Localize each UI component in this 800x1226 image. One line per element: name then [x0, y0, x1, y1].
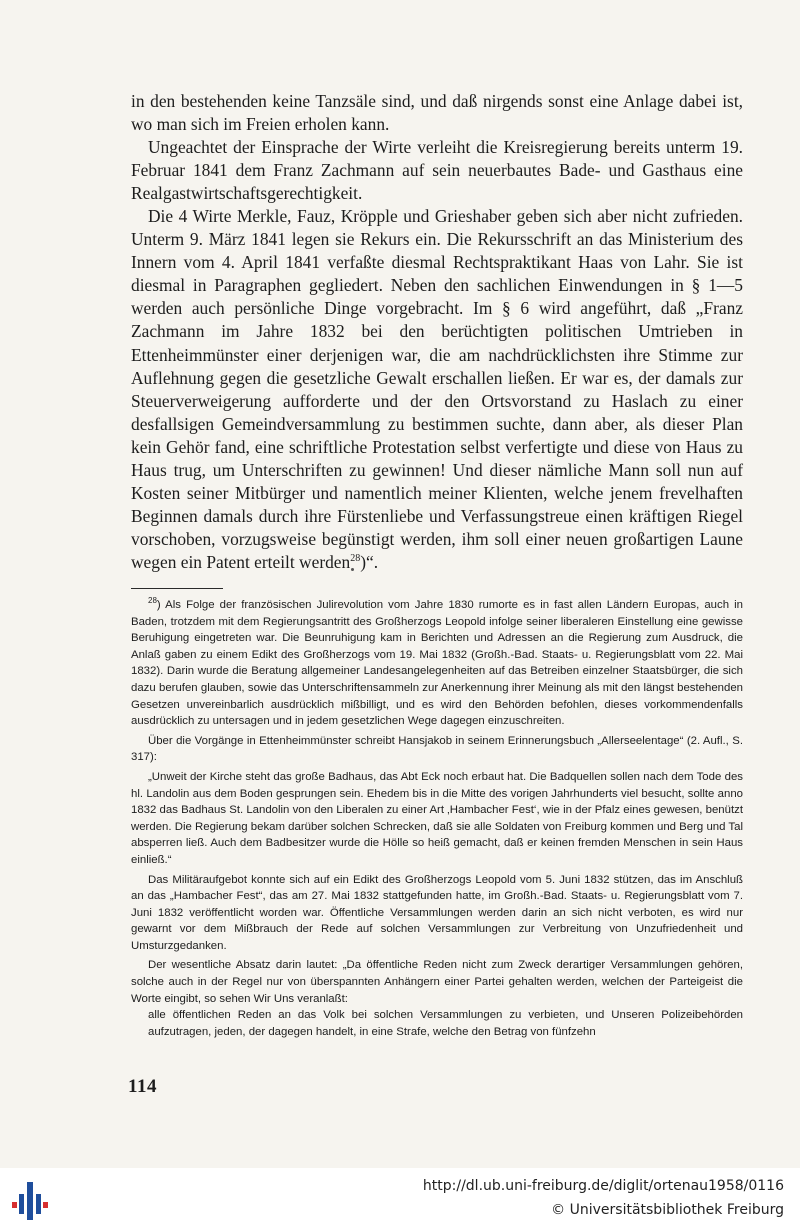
source-url-link[interactable]: http://dl.ub.uni-freiburg.de/diglit/ortenau1958/0116: [422, 1178, 784, 1194]
footnote-paragraph-6: alle öffentlichen Reden an das Volk bei solchen Versammlungen zu verbieten, und Unseren Polizeibehörden aufzutragen, jeden, der dagegen handelt, in eine Strafe, welche den Betrag von fünfzehn: [148, 1009, 743, 1038]
footnote-reference: 28: [350, 553, 361, 565]
footnote-28-text: ) Als Folge der französischen Julirevolution vom Jahre 1830 rumorte es in fast allen Ländern Europas, auch in Baden, trotzdem mit dem Regierungsantritt des Großherzogs Leopold infolge seiner liberaleren Einstellung eine gewisse Beruhigung eingetreten war. Die Beunruhigung kam in Berichten und Adressen an die Regierung zum Ausdruck, die Anlaß gaben zu einem Edikt des Großherzogs vom 19. Mai 1832 (Großh.-Bad. Staats- u. Regierungsblatt vom 22. Mai 1832). Darin wurde die Beratung allgemeiner Landesangelegenheiten auf das Betreiben einzelner Staatsbürger, die sich dazu berufen glauben, sowie das Unterschriftensammeln zur Anerkennung ihrer Meinung als mit den längst bestehenden Gesetzen unvereinbarlich ausdrücklich mißbilligt, und es wird den Behörden befohlen, dieses vorkommendenfalls ausdrücklich zu untersagen und in jedem gesetzlichen Wege dagegen einzuschreiten.: [131, 599, 743, 728]
ub-freiburg-logo-icon[interactable]: [10, 1180, 50, 1222]
paragraph-2: Ungeachtet der Einsprache der Wirte verleiht die Kreisregierung bereits unterm 19. Februar 1841 dem Franz Zachmann auf sein neuerbautes Bade- und Gasthaus eine Realgastwirtschaftsgerechtigkeit.: [131, 137, 743, 204]
page-number: 114: [128, 1076, 157, 1097]
paragraph-1: in den bestehenden keine Tanzsäle sind, und daß nirgends sonst eine Anlage dabei ist, wo man sich im Freien erholen kann.: [131, 91, 743, 135]
paragraph-3-closing: )“.: [360, 551, 379, 572]
footnote-28: [131, 597, 743, 730]
footnote-paragraph-4: Das Militäraufgebot konnte sich auf ein Edikt des Großherzogs Leopold vom 5. Juni 1832 stützen, das im Anschluß an das „Hambacher Fest“, das am 27. Mai 1832 stattgefunden hatte, im Großh.-Bad. Staats- u. Regierungsblatt vom 7. Juni 1832 veröffentlicht worden war. Öffentliche Versammlungen werden darin an sich nicht verboten, es wird nur gewarnt vor dem Mißbrauch der Rede auf solchen Versammlungen zur Verbreitung von Unzufriedenheit und Umsturzgedanken.: [131, 873, 743, 952]
main-text: [131, 90, 743, 574]
footnote-paragraph-5: Der wesentliche Absatz darin lautet: „Da öffentliche Reden nicht zum Zweck derartiger Versammlungen gehören, solche auch in der Regel nur von überspannten Anhängern einer Partei gehalten werden, welchen der Parteigeist die Worte eingibt, so sehen Wir Uns veranlaßt:: [131, 959, 743, 1005]
footnote-paragraph-2: Über die Vorgänge in Ettenheimmünster schreibt Hansjakob in seinem Erinnerungsbuch „Allerseelentage“ (2. Aufl., S. 317):: [131, 734, 743, 764]
footnote-divider: [131, 588, 223, 589]
print-speck: [351, 568, 354, 571]
footer-bar: [0, 1168, 800, 1226]
footnote-marker: 28: [148, 596, 157, 606]
copyright-notice: © Universitätsbibliothek Freiburg: [551, 1202, 784, 1218]
paragraph-3-text: Die 4 Wirte Merkle, Fauz, Kröpple und Grieshaber geben sich aber nicht zufrieden. Unterm 9. März 1841 legen sie Rekurs ein. Die Rekursschrift an das Ministerium des Innern vom 4. April 1841 verfaßte diesmal Rechtspraktikant Haas von Lahr. Sie ist diesmal in Paragraphen gegliedert. Neben den sachlichen Einwendungen in § 1—5 werden auch persönliche Dinge vorgebracht. Im § 6 wird angeführt, daß „Franz Zachmann im Jahre 1832 bei den berüchtigten politischen Umtrieben in Ettenheimmünster einer derjenigen war, die am nachdrücklichsten ihre Stimme zur Auflehnung gegen die gesetzliche Gewalt erschallen ließen. Er war es, der damals zur Steuerverweigerung aufforderte und der den Ortsvorstand zu Haslach zu einer desfallsigen Gemeindversammlung zu bestimmen suchte, dann aber, als dieser Plan kein Gehör fand, eine schriftliche Protestation selbst verfertigte und diese von Haus zu Haus trug, um Unterschriften zu gewinnen! Und dieser nämliche Mann soll nun auf Kosten seiner Mitbürger und namentlich meiner Klienten, welche jenem frevelhaften Beginnen damals durch ihre Fürstenliebe und Verfassungstreue einen kräftigen Riegel vorschoben, vorzugsweise begünstigt werden, ihm soll einer neuen großartigen Laune wegen ein Patent erteilt werden: [131, 206, 743, 572]
footnote-quote: „Unweit der Kirche steht das große Badhaus, das Abt Eck noch erbaut hat. Die Badquellen sollen nach dem Tode des hl. Landolin aus dem Boden gesprungen sein. Ehedem bis in die Mitte des vorigen Jahrhunderts viel besucht, sollte anno 1832 das Badhaus St. Landolin von den Liberalen zu einer Art ‚Hambacher Fest‘, wie in der Pfalz eines gewesen, benützt werden. Die Regierung bekam darüber solchen Schrecken, daß sie alle Soldaten von Freiburg kommen und Berg und Tal absperren ließ. Auch dem Badbesitzer wurde die Hölle so heiß gemacht, daß er keinen fremden Menschen in sein Haus einließ.“: [131, 770, 743, 866]
footnotes: [131, 597, 743, 1040]
paragraph-3: [131, 205, 743, 574]
